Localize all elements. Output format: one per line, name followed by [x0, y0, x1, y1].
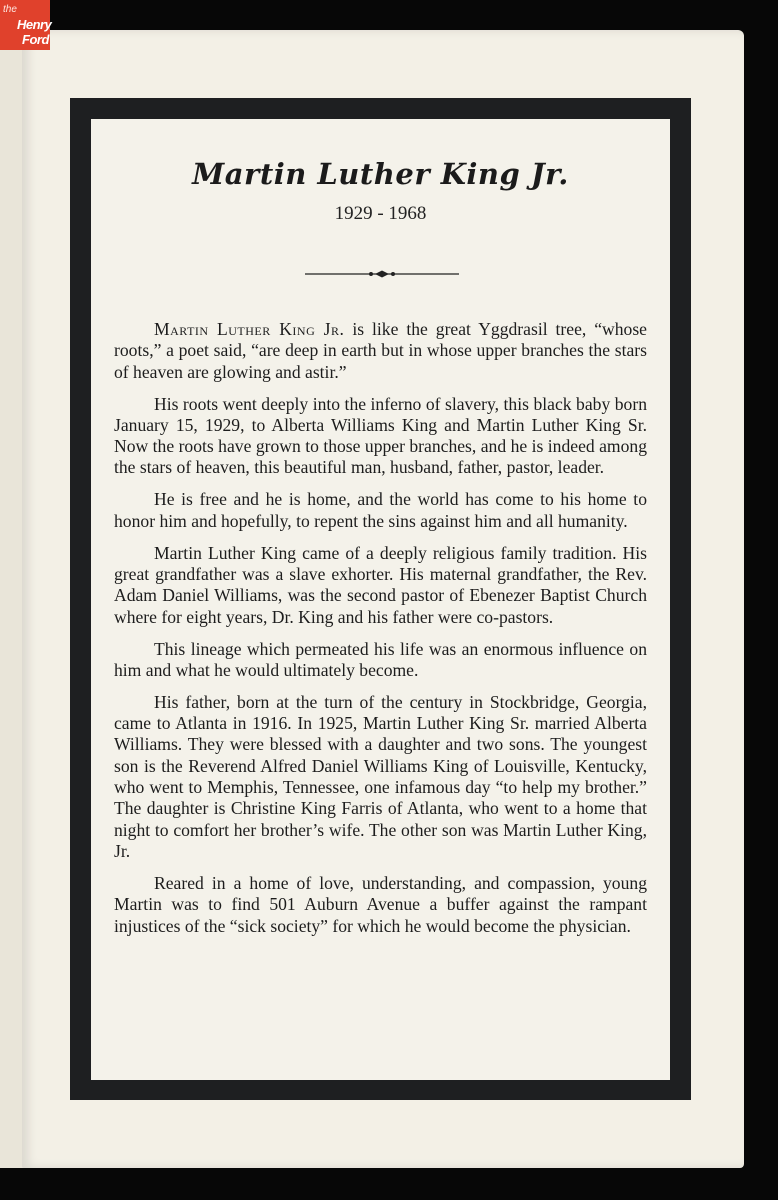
- paragraph: Reared in a home of love, understanding, and compassion, young Martin was to find 501 Auburn Avenue a buffer against the rampant injustices of the “sick society” for which he would become the physician.: [114, 872, 647, 936]
- logo-text-the: the: [3, 4, 17, 15]
- page-title: Martin Luther King Jr.: [192, 157, 569, 191]
- biography-text: [114, 319, 647, 948]
- henry-ford-logo[interactable]: [0, 0, 50, 50]
- logo-text-ford: Ford: [22, 32, 49, 47]
- ornamental-rule: [305, 269, 459, 279]
- paragraph: This lineage which permeated his life was an enormous influence on him and what he would ultimately become.: [114, 638, 647, 680]
- paragraph: [114, 319, 647, 383]
- paragraph-text: is like the great Yggdrasil tree, “whose roots,” a poet said, “are deep in earth but in whose upper branches the stars of heaven are glowing and astir.”: [114, 319, 647, 382]
- memorial-text-panel: [91, 119, 670, 1080]
- paragraph: Martin Luther King came of a deeply religious family tradition. His great grandfather was a slave exhorter. His maternal grandfather, the Rev. Adam Daniel Williams, was the second pastor of Ebenezer Baptist Church where for eight years, Dr. King and his father were co-pastors.: [114, 542, 647, 627]
- paragraph: He is free and he is home, and the world has come to his home to honor him and hopefully, to repent the sins against him and all humanity.: [114, 489, 647, 531]
- paragraph: His father, born at the turn of the century in Stockbridge, Georgia, came to Atlanta in 1916. In 1925, Martin Luther King Sr. married Alberta Williams. They were blessed with a daughter and two sons. The youngest son is the Reverend Alfred Daniel Williams King of Louisville, Kentucky, who went to Memphis, Tennessee, one infamous day “to help my brother.” The daughter is Christine King Farris of Atlanta, who went to a home that night to comfort her brother’s wife. The other son was Martin Luther King, Jr.: [114, 691, 647, 861]
- logo-text-henry: Henry: [17, 17, 52, 32]
- lead-name: Martin Luther King Jr.: [154, 319, 345, 339]
- paragraph: His roots went deeply into the inferno of slavery, this black baby born January 15, 1929, to Alberta Williams King and Martin Luther King Sr. Now the roots have grown to those upper branches, and he is indeed among the stars of heaven, this beautiful man, husband, father, pastor, leader.: [114, 393, 647, 478]
- life-dates: 1929 - 1968: [334, 203, 427, 224]
